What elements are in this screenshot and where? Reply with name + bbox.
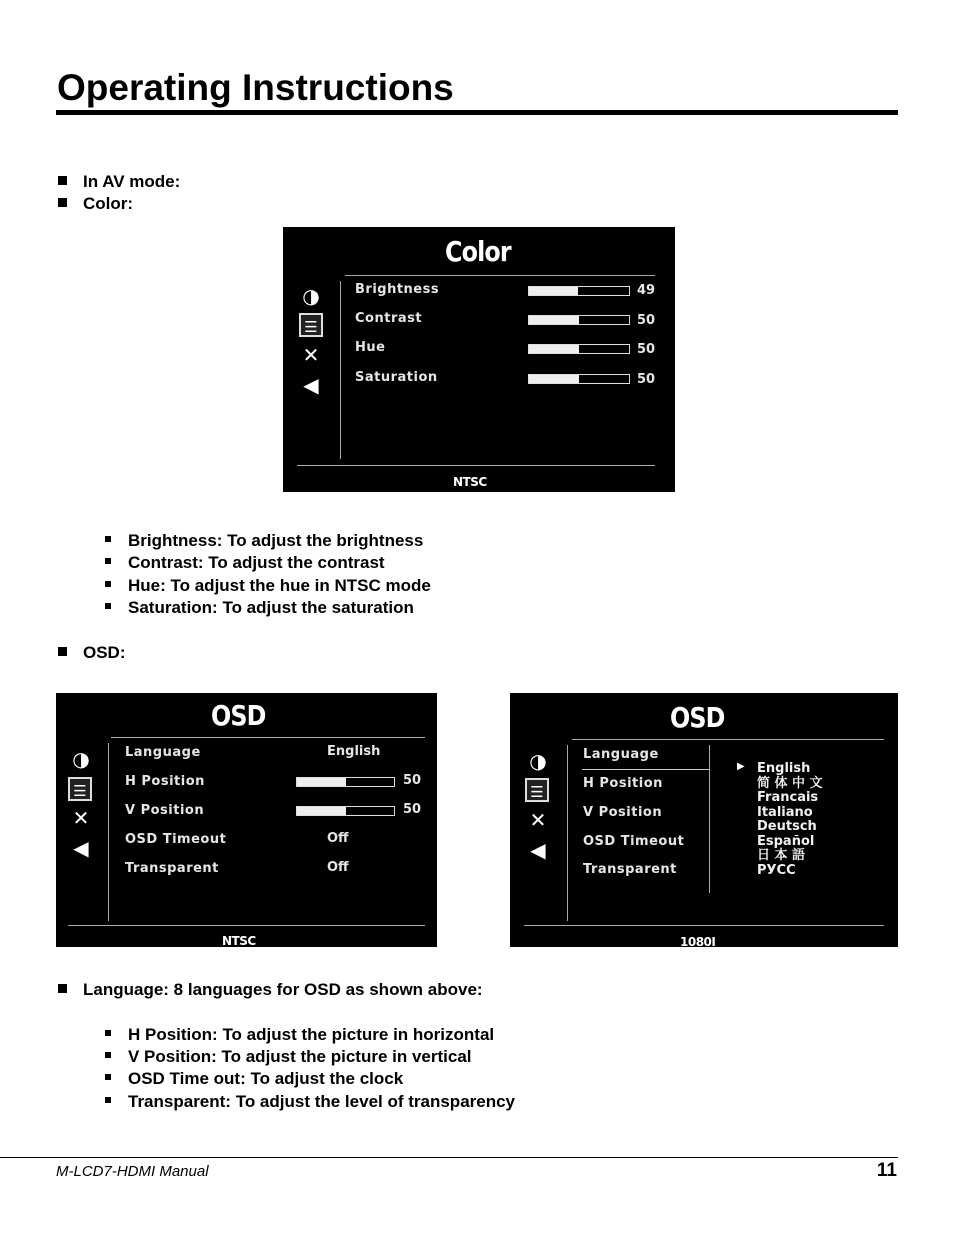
brightness-icon: ◑ [529,749,547,773]
list-item: OSD Time out: To adjust the clock [105,1068,403,1090]
section-language: Language: 8 languages for OSD as shown above: [58,979,483,1001]
contrast-label: Contrast [355,311,423,326]
list-item: H Position: To adjust the picture in horizontal [105,1024,494,1046]
language-option: 简 体 中 文 [757,775,823,791]
speaker-icon: ◀ [303,373,319,397]
title-rule [56,110,898,115]
small-square-bullet-icon [105,603,111,609]
transparent-label: Transparent [125,861,219,876]
list-item: V Position: To adjust the picture in vertical [105,1046,472,1068]
transparent-label: Transparent [583,862,677,877]
osd-menu-screenshot-1 [56,693,437,947]
small-square-bullet-icon [105,581,111,587]
language-label: Language [583,747,659,762]
footer-rule [0,1157,898,1158]
section-color: Color: [58,193,133,215]
v-position-bar [296,806,395,816]
saturation-value: 50 [637,372,656,387]
selection-arrow-icon: ▶ [737,761,745,772]
v-position-label: V Position [125,803,205,818]
language-value: English [327,744,381,759]
list-item: Saturation: To adjust the saturation [105,597,414,619]
square-bullet-icon [58,647,67,656]
osd-menu-title: OSD [670,701,725,734]
color-menu-screenshot [283,227,675,492]
language-option: Español [757,833,815,849]
tools-icon: ✕ [72,806,90,830]
brightness-icon: ◑ [72,747,90,771]
list-item: Hue: To adjust the hue in NTSC mode [105,575,431,597]
brightness-icon: ◑ [302,284,320,308]
v-position-value: 50 [403,802,422,817]
square-bullet-icon [58,198,67,207]
list-item: Transparent: To adjust the level of transparency [105,1091,515,1113]
osd-menu-1-mode: NTSC [222,934,256,947]
page-title: Operating Instructions [57,67,454,108]
osd-timeout-label: OSD Timeout [583,834,685,849]
square-bullet-icon [58,176,67,185]
language-option: 日 本 語 [757,848,806,863]
saturation-label: Saturation [355,370,438,385]
language-option: English [757,761,811,776]
language-option: Francais [757,790,819,805]
brightness-label: Brightness [355,282,440,297]
hue-label: Hue [355,340,386,355]
menu-icon: ☰ [299,313,323,337]
color-menu-mode: NTSC [453,475,487,489]
language-list [757,762,823,878]
h-position-value: 50 [403,773,422,788]
transparent-value: Off [327,860,349,875]
brightness-value: 49 [637,283,656,298]
section-osd: OSD: [58,642,126,664]
menu-icon: ☰ [525,778,549,802]
contrast-bar [528,315,630,325]
list-item: Contrast: To adjust the contrast [105,552,385,574]
v-position-label: V Position [583,805,663,820]
small-square-bullet-icon [105,536,111,542]
tools-icon: ✕ [529,808,547,832]
small-square-bullet-icon [105,1074,111,1080]
h-position-label: H Position [125,774,205,789]
saturation-bar [528,374,630,384]
brightness-bar [528,286,630,296]
section-av-mode: In AV mode: [58,171,180,193]
language-option: РУСС [757,862,796,878]
footer-manual-name: M-LCD7-HDMI Manual [56,1163,209,1180]
osd-timeout-label: OSD Timeout [125,832,227,847]
language-label: Language [125,745,201,760]
osd-menu-screenshot-2 [510,693,898,947]
tools-icon: ✕ [302,343,320,367]
small-square-bullet-icon [105,558,111,564]
language-option: Italiano [757,804,813,820]
hue-value: 50 [637,342,656,357]
small-square-bullet-icon [105,1097,111,1103]
small-square-bullet-icon [105,1030,111,1036]
list-item: Brightness: To adjust the brightness [105,530,423,552]
contrast-value: 50 [637,313,656,328]
square-bullet-icon [58,984,67,993]
speaker-icon: ◀ [73,836,89,860]
color-menu-title: Color [445,235,511,268]
language-option: Deutsch [757,819,817,834]
h-position-bar [296,777,395,787]
osd-timeout-value: Off [327,831,349,846]
osd-menu-2-mode: 1080I [680,935,716,947]
osd-menu-title: OSD [211,699,266,732]
h-position-label: H Position [583,776,663,791]
small-square-bullet-icon [105,1052,111,1058]
page-number: 11 [876,1160,897,1181]
menu-icon: ☰ [68,777,92,801]
speaker-icon: ◀ [530,838,546,862]
hue-bar [528,344,630,354]
